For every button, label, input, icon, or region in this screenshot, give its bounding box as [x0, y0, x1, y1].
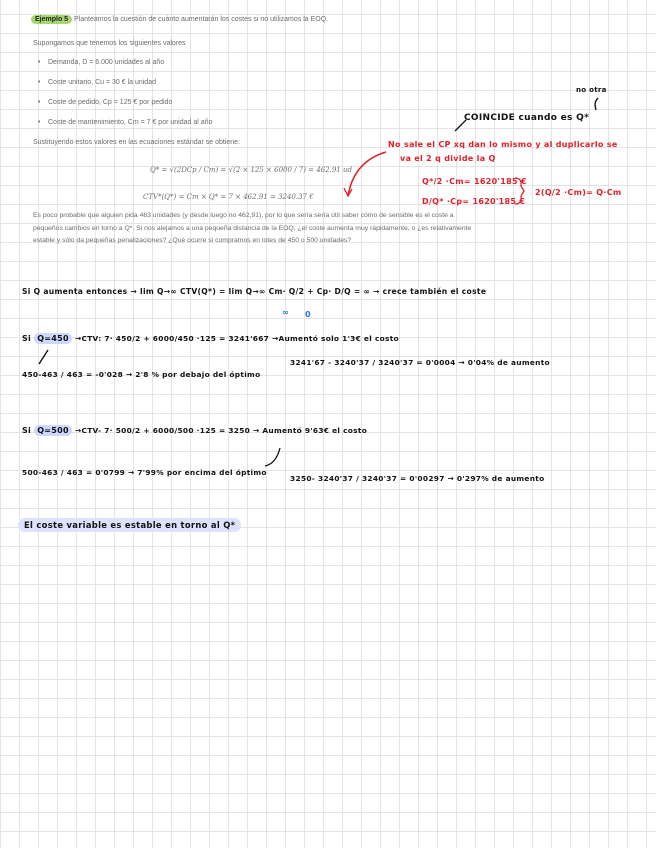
note-red-line5: 2(Q/2 ·Cm)= Q·Cm — [535, 188, 622, 197]
q500-arrow-curve — [262, 446, 292, 470]
note-coincide: COINCIDE cuando es Q* — [464, 113, 590, 123]
q450-line — [22, 334, 399, 343]
note-red-line4: D/Q* ·Cp= 1620'185 € — [422, 197, 526, 206]
note-no-otra: no otra — [576, 86, 607, 94]
limit-under-infinity: ∞ — [282, 308, 289, 317]
q450-percent-calc: 3241'67 - 3240'37 / 3240'37 = 0'0004 → 0'04% de aumento — [290, 358, 550, 367]
q450-arrow-down — [34, 348, 54, 368]
note-red-line3: Q*/2 ·Cm= 1620'185 € — [422, 177, 527, 186]
formula-eoq: Q* = √(2DCp / Cm) = √(2 × 125 × 6000 / 7) = 462.91 ud — [150, 166, 352, 174]
q500-percent-calc: 3250- 3240'37 / 3240'37 = 0'00297 → 0'297% de aumento — [290, 474, 545, 483]
q450-highlight: Q=450 — [34, 333, 72, 344]
red-brace — [512, 176, 532, 206]
arrow-coincide — [452, 118, 468, 134]
q500-diff: 500-463 / 463 = 0'0799 → 7'99% por encima del óptimo — [22, 468, 267, 477]
q450-diff: 450-463 / 463 = -0'028 → 2'8 % por debajo del óptimo — [22, 370, 261, 379]
intro-text: Planteamos la cuestión de cuánto aumentarán los costes si no utilizamos la EOQ. — [74, 16, 329, 23]
intro-line — [31, 16, 328, 23]
bullet-order-cost: • Coste de pedido, Cp = 125 € por pedido — [48, 99, 172, 106]
q450-prefix: Si — [22, 334, 32, 343]
q500-prefix: Si — [22, 426, 32, 435]
q500-highlight: Q=500 — [34, 425, 72, 436]
sensitivity-paragraph: Es poco probable que alguien pida 463 unidades (y desde luego no 462,91), por lo que sería sería útil saber cómo de sensible es el coste a pequeños cambios en torno a Q*. Si nos alejamos a una pequeña distancia de la EOQ, ¿el coste aumenta muy rápidamente, o ¿es relativamente estable y sólo da pequeñas penalizaciones? ¿Qué ocurre si compramos en lotes de 450 o 500 unidades? — [33, 212, 472, 244]
bullet-demand: • Demanda, D = 6.000 unidades al año — [48, 59, 164, 66]
formula-ctv: CTV*(Q*) = Cm × Q* = 7 × 462.91 = 3240.37 € — [143, 193, 314, 201]
note-red-line2: va el 2 q divide la Q — [400, 154, 496, 163]
conclusion-text: El coste variable es estable en torno al Q* — [18, 518, 241, 532]
q500-line — [22, 426, 367, 435]
suppose-text: Supongamos que tenemos los siguientes valores — [33, 40, 186, 47]
q500-calc: →CTV- 7· 500/2 + 6000/500 ·125 = 3250 → Aumentó 9'63€ el costo — [75, 426, 368, 435]
note-red-line1: No sale el CP xq dan lo mismo y al duplicarlo se — [388, 140, 618, 149]
red-curve-arrow — [342, 148, 388, 200]
limit-line: Si Q aumenta entonces → lim Q→∞ CTV(Q*) = lim Q→∞ Cm· Q/2 + Cp· D/Q = ∞ → crece también el coste — [22, 287, 487, 296]
limit-under-zero: 0 — [305, 310, 311, 319]
bullet-unit-cost: • Coste unitario, Cu = 30 € la unidad — [48, 79, 156, 86]
arrow-no-otra — [590, 96, 604, 112]
q450-calc: →CTV: 7· 450/2 + 6000/450 ·125 = 3241'667 →Aumentó solo 1'3€ el costo — [75, 334, 399, 343]
bullet-holding-cost: • Coste de mantenimiento, Cm = 7 € por unidad al año — [48, 119, 212, 126]
example-badge: Ejemplo 5 — [31, 15, 72, 24]
substituting-text: Sustituyendo estos valores en las ecuaciones estándar se obtiene: — [33, 139, 241, 146]
